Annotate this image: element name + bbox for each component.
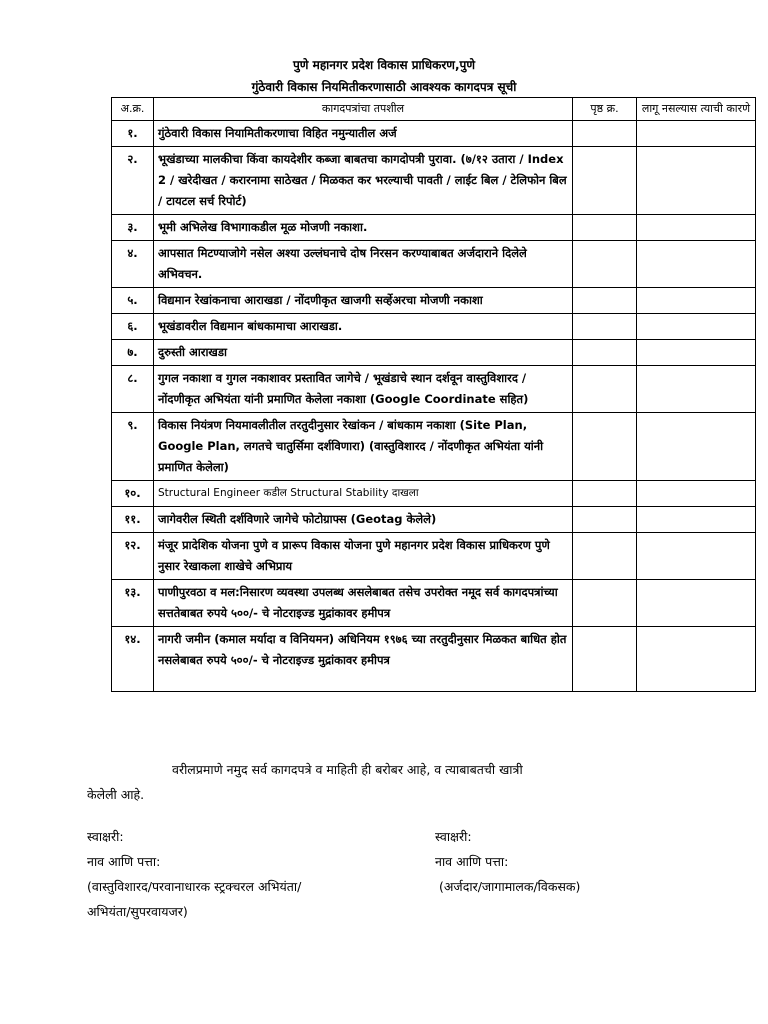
- row-page-cell[interactable]: [573, 533, 637, 580]
- row-description: भूमी अभिलेख विभागाकडील मूळ मोजणी नकाशा.: [154, 215, 573, 241]
- page-subtitle: गुंठेवारी विकास नियमितीकरणासाठी आवश्यक कागदपत्र सूची: [251, 80, 517, 94]
- signatory-role: (वास्तुविशारद/परवानाधारक स्ट्रक्चरल अभियंता/: [87, 879, 302, 894]
- row-page-cell[interactable]: [573, 481, 637, 507]
- row-serial: ११.: [112, 507, 154, 533]
- row-description: Structural Engineer कडील Structural Stability दाखला: [154, 481, 573, 507]
- row-page-cell[interactable]: [573, 147, 637, 215]
- row-description: दुरुस्ती आराखडा: [154, 340, 573, 366]
- row-page-cell[interactable]: [573, 121, 637, 147]
- row-serial: ५.: [112, 288, 154, 314]
- row-serial: ९.: [112, 413, 154, 481]
- col-header-details: कागदपत्रांचा तपशील: [154, 98, 573, 121]
- row-serial: १४.: [112, 627, 154, 692]
- declaration-line-2: केलेली आहे.: [87, 787, 145, 802]
- row-reason-cell[interactable]: [637, 627, 756, 692]
- row-serial: ६.: [112, 314, 154, 340]
- table-row: [112, 340, 756, 366]
- documents-table: [111, 97, 756, 692]
- col-header-serial: अ.क्र.: [112, 98, 154, 121]
- table-row: [112, 507, 756, 533]
- row-reason-cell[interactable]: [637, 413, 756, 481]
- row-serial: ८.: [112, 366, 154, 413]
- row-description: गुगल नकाशा व गुगल नकाशावर प्रस्तावित जागेचे / भूखंडाचे स्थान दर्शवून वास्तुविशारद / नोंदणीकृत अभियंता यांनी प्रमाणित केलेला नकाशा (Google Coordinate सहित): [154, 366, 573, 413]
- row-description: आपसात मिटण्याजोगे नसेल अश्या उल्लंघनाचे दोष निरसन करण्याबाबत अर्जदाराने दिलेले अभिवचन.: [154, 241, 573, 288]
- row-page-cell[interactable]: [573, 340, 637, 366]
- table-header-row: [112, 98, 756, 121]
- declaration: [87, 757, 687, 807]
- row-reason-cell[interactable]: [637, 481, 756, 507]
- row-reason-cell[interactable]: [637, 580, 756, 627]
- table-row: [112, 627, 756, 692]
- col-header-page: पृष्ठ क्र.: [573, 98, 637, 121]
- row-page-cell[interactable]: [573, 288, 637, 314]
- row-page-cell[interactable]: [573, 314, 637, 340]
- row-serial: १२.: [112, 533, 154, 580]
- table-row: [112, 121, 756, 147]
- signature-label: स्वाक्षरी:: [87, 829, 124, 844]
- row-description: गुंठेवारी विकास नियामितीकरणाचा विहित नमुन्यातील अर्ज: [154, 121, 573, 147]
- row-serial: १.: [112, 121, 154, 147]
- row-page-cell[interactable]: [573, 507, 637, 533]
- row-serial: ७.: [112, 340, 154, 366]
- row-page-cell[interactable]: [573, 241, 637, 288]
- row-serial: १३.: [112, 580, 154, 627]
- col-header-reason: लागू नसल्यास त्याची कारणे: [637, 98, 756, 121]
- row-description: भूखंडाच्या मालकीचा किंवा कायदेशीर कब्जा बाबतचा कागदोपत्री पुरावा. (७/१२ उतारा / Index 2 / खरेदीखत / करारनामा साठेखत / मिळकत कर भरल्याची पावती / लाईट बिल / टेलिफोन बिल / टायटल सर्च रिपोर्ट): [154, 147, 573, 215]
- row-description: नागरी जमीन (कमाल मर्यादा व विनियमन) अधिनियम १९७६ च्या तरतुदीनुसार मिळकत बाधित होत नसलेबाबत रुपये ५००/- चे नोटराइज्ड मुद्रांकावर हमीपत्र: [154, 627, 573, 692]
- table-row: [112, 288, 756, 314]
- row-description: पाणीपुरवठा व मल:निसारण व्यवस्था उपलब्ध असलेबाबत तसेच उपरोक्त नमूद सर्व कागदपत्रांच्या सत्ततेबाबत रुपये ५००/- चे नोटराइज्ड मुद्रांकावर हमीपत्र: [154, 580, 573, 627]
- signature-block-professional: [87, 824, 427, 924]
- row-page-cell[interactable]: [573, 366, 637, 413]
- row-reason-cell[interactable]: [637, 215, 756, 241]
- row-reason-cell[interactable]: [637, 533, 756, 580]
- table-row: [112, 413, 756, 481]
- table-row: [112, 580, 756, 627]
- table-row: [112, 215, 756, 241]
- row-reason-cell[interactable]: [637, 340, 756, 366]
- table-row: [112, 366, 756, 413]
- row-serial: ३.: [112, 215, 154, 241]
- table-row: [112, 533, 756, 580]
- row-description: विद्यमान रेखांकनाचा आराखडा / नोंदणीकृत खाजगी सर्व्हेअरचा मोजणी नकाशा: [154, 288, 573, 314]
- row-description: भूखंडावरील विद्यमान बांधकामाचा आराखडा.: [154, 314, 573, 340]
- row-serial: २.: [112, 147, 154, 215]
- name-address-label: नाव आणि पत्ता:: [435, 854, 509, 869]
- table-row: [112, 314, 756, 340]
- signature-block-applicant: [435, 824, 735, 899]
- row-page-cell[interactable]: [573, 413, 637, 481]
- row-reason-cell[interactable]: [637, 147, 756, 215]
- row-page-cell[interactable]: [573, 215, 637, 241]
- row-reason-cell[interactable]: [637, 241, 756, 288]
- row-page-cell[interactable]: [573, 580, 637, 627]
- signature-label: स्वाक्षरी:: [435, 829, 472, 844]
- signatory-role: (अर्जदार/जागामालक/विकसक): [439, 879, 581, 894]
- row-description: जागेवरील स्थिती दर्शविणारे जागेचे फोटोग्राफ्स (Geotag केलेले): [154, 507, 573, 533]
- row-reason-cell[interactable]: [637, 314, 756, 340]
- table-row: [112, 481, 756, 507]
- row-reason-cell[interactable]: [637, 366, 756, 413]
- signatory-role-continued: अभियंता/सुपरवायजर): [87, 904, 188, 919]
- row-page-cell[interactable]: [573, 627, 637, 692]
- page-title: पुणे महानगर प्रदेश विकास प्राधिकरण,पुणे: [292, 58, 476, 72]
- table-row: [112, 147, 756, 215]
- row-reason-cell[interactable]: [637, 507, 756, 533]
- table-row: [112, 241, 756, 288]
- row-description: मंजूर प्रादेशिक योजना पुणे व प्रारूप विकास योजना पुणे महानगर प्रदेश विकास प्राधिकरण पुणे नुसार रेखाकला शाखेचे अभिप्राय: [154, 533, 573, 580]
- row-reason-cell[interactable]: [637, 288, 756, 314]
- row-description: विकास नियंत्रण नियमावलीतील तरतुदीनुसार रेखांकन / बांधकाम नकाशा (Site Plan, Google Plan, लगतचे चातुर्सिमा दर्शविणारा) (वास्तुविशारद / नोंदणीकृत अभियंता यांनी प्रमाणित केलेला): [154, 413, 573, 481]
- row-serial: १०.: [112, 481, 154, 507]
- row-serial: ४.: [112, 241, 154, 288]
- name-address-label: नाव आणि पत्ता:: [87, 854, 161, 869]
- row-reason-cell[interactable]: [637, 121, 756, 147]
- declaration-line-1: वरीलप्रमाणे नमुद सर्व कागदपत्रे व माहिती ही बरोबर आहे, व त्याबाबतची खात्री: [172, 762, 523, 777]
